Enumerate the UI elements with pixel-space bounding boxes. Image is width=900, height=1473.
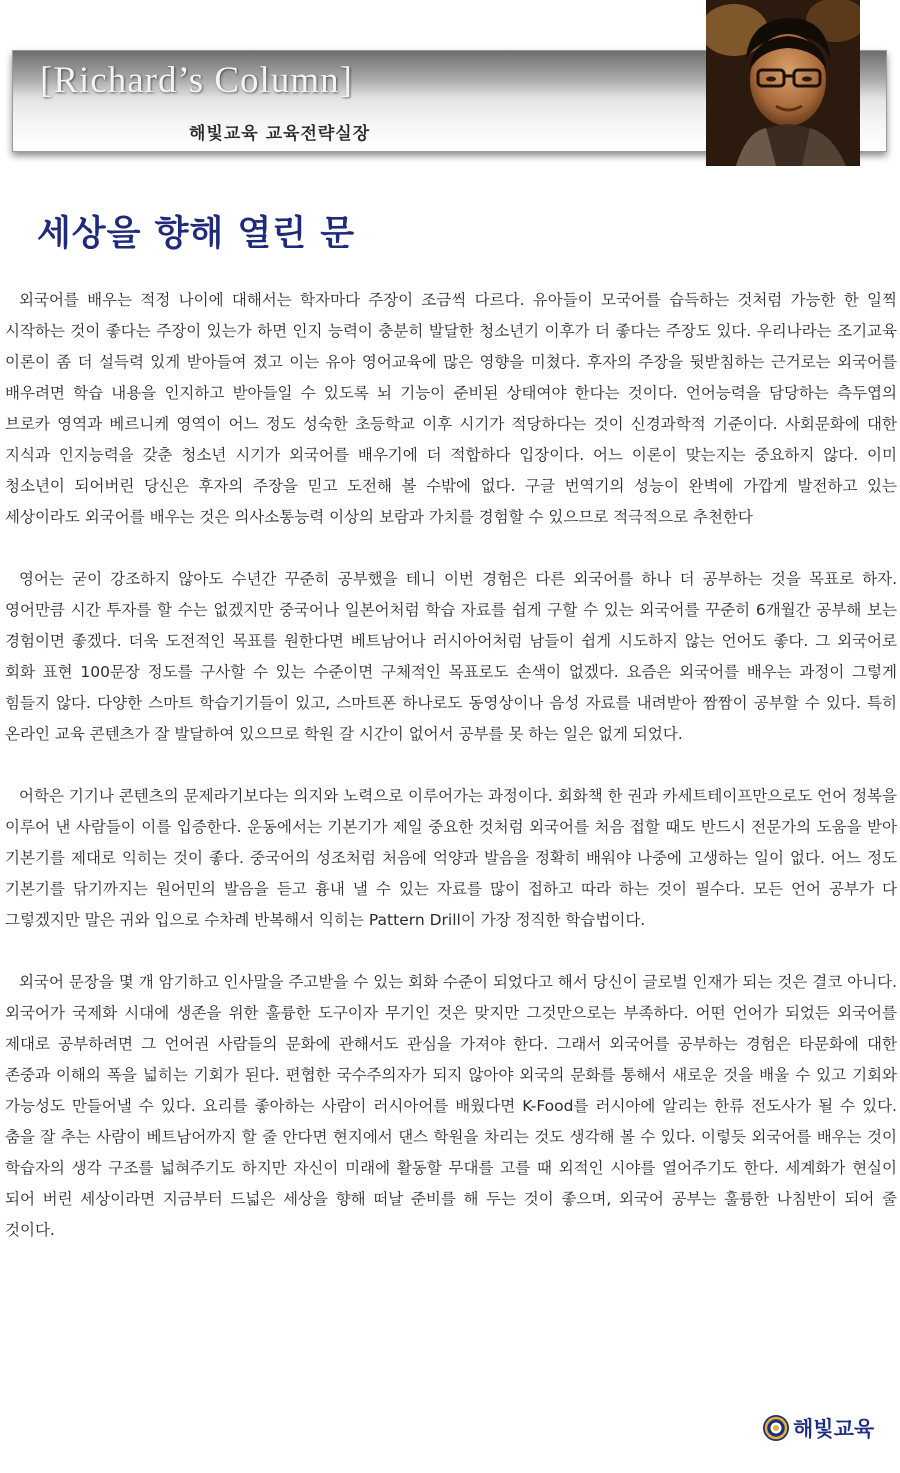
portrait-illustration bbox=[706, 0, 860, 166]
brand-emblem-icon bbox=[762, 1414, 790, 1442]
column-title: [Richard’s Column] bbox=[40, 60, 353, 101]
brand-logo bbox=[762, 1413, 874, 1443]
article-paragraph: 영어는 굳이 강조하지 않아도 수년간 꾸준히 공부했을 테니 이번 경험은 다른 외국어를 하나 더 공부하는 것을 목표로 하자. 영어만큼 시간 투자를 할 수는 없겠지만 중국어나 일본어처럼 학습 자료를 쉽게 구할 수 있는 외국어를 꾸준히 6개월간 공부해 보는 경험이면 좋겠다. 더욱 도전적인 목표를 원한다면 베트남어나 러시아어처럼 남들이 쉽게 시도하지 않는 언어도 좋다. 그 외국어로 회화 표현 100문장 정도를 구사할 수 있는 수준이면 구체적인 목표로도 손색이 없겠다. 요즘은 외국어를 배우는 과정이 그렇게 힘들지 않다. 다양한 스마트 학습기기들이 있고, 스마트폰 하나로도 동영상이나 음성 자료를 내려받아 짬짬이 공부할 수 있다. 특히 온라인 교육 콘텐츠가 잘 발달하여 있으므로 학원 갈 시간이 없어서 공부를 못 하는 일은 없게 되었다. bbox=[5, 570, 897, 743]
author-title: 해빛교육 교육전략실장 bbox=[189, 124, 371, 144]
article-paragraph: 어학은 기기나 콘텐츠의 문제라기보다는 의지와 노력으로 이루어가는 과정이다. 회화책 한 권과 카세트테이프만으로도 언어 정복을 이루어 낸 사람들이 이를 입증한다. 운동에서는 기본기가 제일 중요한 것처럼 외국어를 처음 접할 때도 반드시 전문가의 도움을 받아 기본기를 제대로 익히는 것이 좋다. 중국어의 성조처럼 처음에 억양과 발음을 정확히 배워야 나중에 고생하는 일이 없다. 어느 정도 기본기를 닦기까지는 원어민의 발음을 듣고 흉내 낼 수 있는 자료를 많이 접하고 따라 하는 것이 필수다. 모든 언어 공부가 다 그렇겠지만 말은 귀와 입으로 수차례 반복해서 익히는 Pattern Drill이 가장 정직한 학습법이다. bbox=[5, 787, 897, 929]
author-portrait bbox=[706, 0, 860, 166]
article-paragraph: 외국어를 배우는 적정 나이에 대해서는 학자마다 주장이 조금씩 다르다. 유아들이 모국어를 습득하는 것처럼 가능한 한 일찍 시작하는 것이 좋다는 주장이 있는가 하면 인지 능력이 충분히 발달한 청소년기 이후가 더 좋다는 주장도 있다. 우리나라는 조기교육 이론이 좀 더 설득력 있게 받아들여 졌고 이는 유아 영어교육에 많은 영향을 미쳤다. 후자의 주장을 뒷받침하는 근거로는 외국어를 배우려면 학습 내용을 인지하고 받아들일 수 있도록 뇌 기능이 준비된 상태여야 한다는 것이다. 언어능력을 담당하는 측두엽의 브로카 영역과 베르니케 영역이 어느 정도 성숙한 초등학교 이후 시기가 적당하다는 것이 신경과학적 기준이다. 사회문화에 대한 지식과 인지능력을 갖춘 청소년 시기가 외국어를 배우기에 더 적합하다 입장이다. 어느 이론이 맞는지는 중요하지 않다. 이미 청소년이 되어버린 당신은 후자의 주장을 믿고 도전해 볼 수밖에 없다. 구글 번역기의 성능이 완벽에 가깝게 발전하고 있는 세상이라도 외국어를 배우는 것은 의사소통능력 이상의 보람과 가치를 경험할 수 있으므로 적극적으로 추천한다 bbox=[5, 291, 897, 526]
article-headline: 세상을 향해 열린 문 bbox=[37, 214, 356, 254]
article-body bbox=[5, 285, 897, 1277]
brand-logo-text: 해빛교육 bbox=[793, 1417, 875, 1441]
article-paragraph: 외국어 문장을 몇 개 암기하고 인사말을 주고받을 수 있는 회화 수준이 되었다고 해서 당신이 글로벌 인재가 되는 것은 결코 아니다. 외국어가 국제화 시대에 생존을 위한 훌륭한 도구이자 무기인 것은 맞지만 그것만으로는 부족하다. 어떤 언어가 되었든 외국어를 제대로 공부하려면 그 언어권 사람들의 문화에 관해서도 관심을 가져야 한다. 그래서 외국어를 공부하는 경험은 타문화에 대한 존중과 이해의 폭을 넓히는 기회가 된다. 편협한 국수주의자가 되지 않아야 외국의 문화를 통해서 새로운 것을 배울 수 있고 기회와 가능성도 만들어낼 수 있다. 요리를 좋아하는 사람이 러시아어를 배웠다면 K-Food를 러시아에 알리는 한류 전도사가 될 수 있다. 춤을 잘 추는 사람이 베트남어까지 할 줄 안다면 현지에서 댄스 학원을 차리는 것도 생각해 볼 수 있다. 이렇듯 외국어를 배우는 것이 학습자의 생각 구조를 넓혀주기도 하지만 자신이 미래에 활동할 무대를 고를 때 외적인 시야를 열어주기도 한다. 세계화가 현실이 되어 버린 세상이라면 지금부터 드넓은 세상을 향해 떠날 준비를 해 두는 것이 좋으며, 외국어 공부는 훌륭한 나침반이 되어 줄 것이다. bbox=[5, 973, 897, 1239]
